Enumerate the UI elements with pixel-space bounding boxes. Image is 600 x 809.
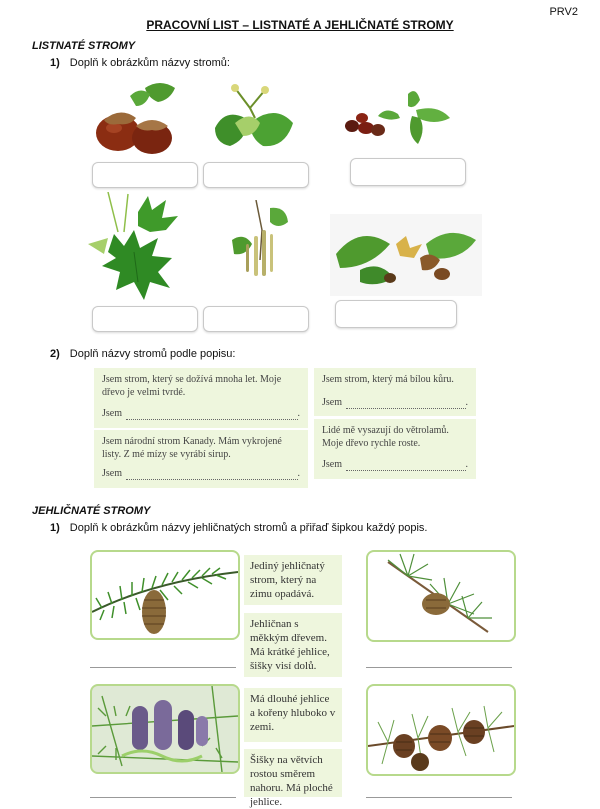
section-heading-deciduous: LISTNATÉ STROMY <box>32 40 136 52</box>
description-card: Jsem národní strom Kanady. Mám vykrojené listy. Z mé mízy se vyrábí sirup. Jsem . <box>94 430 308 488</box>
answer-line-larch[interactable] <box>366 796 512 798</box>
answer-line[interactable] <box>346 461 466 471</box>
task-1-conifers <box>50 522 427 534</box>
answer-line[interactable] <box>126 410 298 420</box>
section-heading-conifers: JEHLIČNATÉ STROMY <box>32 505 151 517</box>
jsem-label: Jsem <box>102 408 122 419</box>
task-number: 1) <box>50 522 60 534</box>
description-text: Jsem strom, který má bílou kůru. <box>322 374 454 385</box>
task-1-deciduous <box>50 57 230 69</box>
task-number: 1) <box>50 57 60 69</box>
task-2-deciduous <box>50 348 236 360</box>
answer-field-beech[interactable] <box>335 300 457 328</box>
conifer-description-card: Jediný jehličnatý strom, který na zimu opadává. <box>244 555 342 605</box>
answer-line[interactable] <box>346 399 466 409</box>
answer-line[interactable] <box>126 470 298 480</box>
answer-line-spruce[interactable] <box>90 666 236 668</box>
description-text: Jsem národní strom Kanady. Mám vykrojené listy. Z mé mízy se vyrábí sirup. <box>102 436 282 460</box>
answer-line-fir[interactable] <box>90 796 236 798</box>
answer-line-pine[interactable] <box>366 666 512 668</box>
maple-picture <box>88 192 200 304</box>
description-text: Lidé mě vysazují do větrolamů. Moje dřevo rychle roste. <box>322 425 449 449</box>
description-card: Jsem strom, který má bílou kůru. Jsem . <box>314 368 476 416</box>
page-title: PRACOVNÍ LIST – LISTNATÉ A JEHLIČNATÉ STROMY <box>146 18 454 32</box>
answer-field-maple[interactable] <box>92 306 198 332</box>
worksheet-code: PRV2 <box>549 6 578 18</box>
answer-field-oak[interactable] <box>92 162 198 188</box>
conifer-description-card: Šišky na větvích rostou směrem nahoru. Má ploché jehlice. <box>244 749 342 797</box>
task-number: 2) <box>50 348 60 360</box>
conifer-description-card: Jehličnan s měkkým dřevem. Má krátké jehlice, šišky visí dolů. <box>244 613 342 677</box>
birch-picture <box>226 200 298 304</box>
task-text: Doplň k obrázkům názvy stromů: <box>69 57 230 69</box>
fir-picture <box>90 684 240 774</box>
beech-picture <box>330 214 482 296</box>
chestnut-picture <box>338 86 468 154</box>
jsem-label: Jsem <box>322 459 342 470</box>
task-text: Doplň názvy stromů podle popisu: <box>69 348 236 360</box>
spruce-picture <box>90 550 240 640</box>
linden-picture <box>205 78 300 160</box>
oak-acorn-picture <box>90 78 190 160</box>
pine-picture <box>366 550 516 642</box>
description-card: Jsem strom, který se dožívá mnoha let. Moje dřevo je velmi tvrdé. Jsem . <box>94 368 308 428</box>
description-card: Lidé mě vysazují do větrolamů. Moje dřevo rychle roste. Jsem . <box>314 419 476 479</box>
answer-field-chestnut[interactable] <box>350 158 466 186</box>
conifer-description-card: Má dlouhé jehlice a kořeny hluboko v zemi. <box>244 688 342 742</box>
larch-picture <box>366 684 516 776</box>
jsem-label: Jsem <box>322 397 342 408</box>
answer-field-linden[interactable] <box>203 162 309 188</box>
jsem-label: Jsem <box>102 468 122 479</box>
description-text: Jsem strom, který se dožívá mnoha let. Moje dřevo je velmi tvrdé. <box>102 374 282 398</box>
task-text: Doplň k obrázkům názvy jehličnatých stromů a přiřaď šipkou každý popis. <box>69 522 428 534</box>
answer-field-birch[interactable] <box>203 306 309 332</box>
